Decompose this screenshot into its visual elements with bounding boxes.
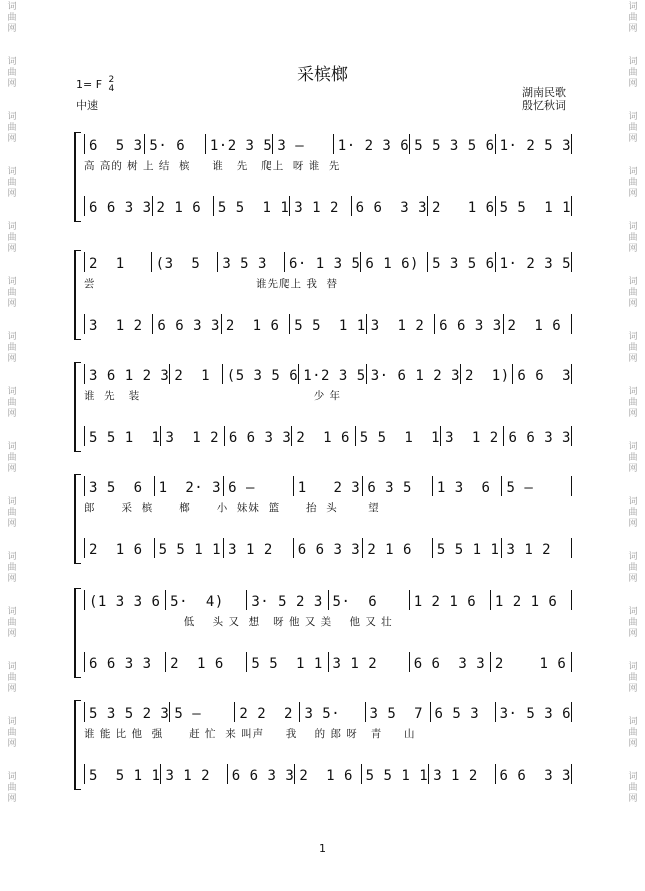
score-system (76, 362, 572, 462)
measure: 5 5 1 1 (158, 542, 222, 558)
watermark-char: 网 (7, 684, 17, 694)
watermark-mark (7, 222, 16, 255)
bar-line (571, 426, 572, 446)
watermark-char: 网 (7, 244, 17, 254)
lyric-line: 高 高的 树 上 结 槟 谁 先 爬上 呀 谁 先 (84, 160, 341, 172)
watermark-char: 网 (628, 189, 638, 199)
watermark-char: 曲 (7, 728, 17, 738)
measure: 1 2· 3 (158, 480, 222, 496)
watermark-char: 词 (628, 717, 638, 727)
watermark-char: 曲 (7, 288, 17, 298)
watermark-char: 网 (628, 519, 638, 529)
watermark-mark (628, 277, 637, 310)
measure: 2 1 6 (225, 318, 280, 334)
measure: 1· 2 5 3 (499, 138, 572, 154)
measure: 6 6 3 (517, 368, 571, 384)
measure: 5 5 1 1 (217, 200, 290, 216)
melody-line (84, 474, 572, 496)
measure: 2 1 (89, 256, 125, 272)
watermark-char: 曲 (7, 508, 17, 518)
watermark-mark (628, 662, 637, 695)
measure: 6 6 3 3 (89, 200, 152, 216)
song-title: 采槟榔 (297, 65, 348, 85)
measure: 3 5 6 (89, 480, 143, 496)
watermark-char: 曲 (7, 783, 17, 793)
watermark-char: 网 (628, 244, 638, 254)
lyric-line: 低 头 又 想 呀 他 又 美 他 又 壮 (84, 616, 393, 628)
measure: 2 1 6 (494, 656, 567, 672)
watermark-mark (7, 332, 16, 365)
score-system (76, 132, 572, 232)
watermark-char: 网 (628, 464, 638, 474)
system-brace (74, 700, 81, 790)
watermark-mark (7, 277, 16, 310)
measure: (1 3 3 6 (89, 594, 161, 610)
score-system (76, 474, 572, 574)
watermark-char: 网 (628, 739, 638, 749)
watermark-char: 网 (628, 24, 638, 34)
score-system (76, 700, 572, 800)
measure: 2 1 6 (507, 318, 562, 334)
melody-line (84, 700, 572, 722)
melody-line (84, 362, 572, 384)
watermark-char: 词 (628, 167, 638, 177)
watermark-char: 曲 (7, 563, 17, 573)
watermark-mark (7, 662, 16, 695)
measure: 3 1 2 (506, 542, 552, 558)
watermark-char: 网 (7, 519, 17, 529)
measure: 6· 1 3 5 (288, 256, 361, 272)
watermark-mark (7, 607, 16, 640)
measure: 6 6 3 3 (508, 430, 571, 446)
measure: 1· 2 3 6 (337, 138, 410, 154)
page-number: 1 (319, 842, 326, 855)
watermark-char: 曲 (628, 728, 638, 738)
bar-line (571, 196, 572, 216)
measure: (5 3 5 6 (226, 368, 299, 384)
measure: 6 6 3 3 (355, 200, 428, 216)
watermark-mark (7, 552, 16, 585)
measure: 3 — (277, 138, 305, 154)
bar-line (571, 476, 572, 496)
watermark-char: 网 (628, 409, 638, 419)
watermark-char: 词 (7, 332, 17, 342)
watermark-char: 曲 (628, 288, 638, 298)
lyric-line: 郎 采 槟 榔 小 妹妹 篮 抬 头 望 (84, 502, 380, 514)
watermark-char: 词 (7, 112, 17, 122)
system-brace (74, 250, 81, 340)
score-system (76, 250, 572, 350)
key-prefix: 1= F (76, 78, 103, 91)
watermark-char: 网 (628, 79, 638, 89)
watermark-char: 曲 (628, 178, 638, 188)
watermark-char: 词 (628, 277, 638, 287)
measure: 3· 5 2 3 (251, 594, 323, 610)
measure: 3· 5 3 6 (499, 706, 572, 722)
measure: 1 2 3 (297, 480, 361, 496)
lyric-line: 谁 先 装 少 年 (84, 390, 342, 402)
measure: 3 5 3 (222, 256, 267, 272)
bar-line (571, 252, 572, 272)
bar-line (571, 314, 572, 334)
watermark-right (623, 0, 643, 891)
watermark-char: 词 (628, 497, 638, 507)
watermark-char: 曲 (628, 453, 638, 463)
watermark-char: 网 (7, 24, 17, 34)
watermark-char: 词 (7, 57, 17, 67)
measure: 6 3 5 (367, 480, 412, 496)
time-signature (109, 76, 115, 94)
measure: 6 6 3 3 (297, 542, 361, 558)
bar-line (571, 652, 572, 672)
watermark-char: 曲 (7, 398, 17, 408)
watermark-char: 曲 (628, 233, 638, 243)
measure: 2 1 6 (299, 768, 353, 784)
measure: 2 1 (174, 368, 211, 384)
watermark-char: 曲 (628, 783, 638, 793)
watermark-char: 网 (7, 629, 17, 639)
watermark-char: 词 (7, 2, 17, 12)
measure: 1·2 3 5 (209, 138, 273, 154)
score-system (76, 588, 572, 688)
watermark-char: 词 (628, 332, 638, 342)
watermark-mark (7, 717, 16, 750)
lyricist-credit: 殷忆秋词 (522, 99, 566, 112)
measure: 5· 6 (332, 594, 378, 610)
watermark-char: 网 (7, 574, 17, 584)
measure: 5 5 3 5 6 (414, 138, 495, 154)
measure: 3 5· (304, 706, 341, 722)
measure: 3 1 2 (228, 542, 273, 558)
watermark-char: 曲 (628, 508, 638, 518)
watermark-char: 曲 (628, 343, 638, 353)
measure: 6 5 3 (434, 706, 480, 722)
watermark-char: 网 (628, 354, 638, 364)
bar-line (571, 590, 572, 610)
watermark-char: 网 (7, 189, 17, 199)
measure: 1·2 3 5 (303, 368, 366, 384)
watermark-char: 词 (7, 772, 17, 782)
watermark-char: 网 (7, 134, 17, 144)
measure: 3 1 2 (89, 318, 143, 334)
measure: 2 2 2 (239, 706, 293, 722)
system-brace (74, 132, 81, 222)
watermark-char: 曲 (7, 123, 17, 133)
watermark-char: 网 (7, 354, 17, 364)
measure: 6 6 3 3 (89, 656, 152, 672)
watermark-mark (7, 2, 16, 35)
watermark-mark (628, 112, 637, 145)
watermark-char: 词 (7, 717, 17, 727)
measure: 5 5 1 1 (251, 656, 323, 672)
watermark-char: 网 (628, 629, 638, 639)
system-brace (74, 474, 81, 564)
watermark-mark (7, 167, 16, 200)
watermark-char: 曲 (7, 673, 17, 683)
measure: 6 6 3 3 (157, 318, 220, 334)
measure: 2 1 6 (170, 656, 224, 672)
measure: 1· 2 3 5 (499, 256, 572, 272)
measure: 3 1 2 (165, 768, 211, 784)
watermark-char: 词 (7, 442, 17, 452)
measure: 5 5 1 1 (294, 318, 366, 334)
watermark-char: 曲 (628, 673, 638, 683)
watermark-char: 词 (628, 552, 638, 562)
measure: 3 1 2 (370, 318, 425, 334)
watermark-char: 网 (628, 299, 638, 309)
watermark-mark (7, 112, 16, 145)
measure: 5 3 5 6 (432, 256, 495, 272)
watermark-char: 词 (7, 552, 17, 562)
watermark-mark (7, 497, 16, 530)
measure: 2 1) (465, 368, 510, 384)
watermark-char: 曲 (7, 178, 17, 188)
watermark-mark (7, 387, 16, 420)
watermark-char: 词 (628, 222, 638, 232)
watermark-mark (628, 717, 637, 750)
watermark-mark (628, 772, 637, 805)
watermark-mark (628, 332, 637, 365)
song-origin: 湖南民歌 (522, 86, 566, 99)
watermark-mark (628, 167, 637, 200)
watermark-char: 词 (7, 277, 17, 287)
watermark-char: 曲 (628, 13, 638, 23)
watermark-char: 词 (7, 167, 17, 177)
watermark-char: 网 (628, 684, 638, 694)
measure: 3 1 2 (433, 768, 478, 784)
measure: 5· 4) (170, 594, 224, 610)
watermark-char: 词 (7, 387, 17, 397)
watermark-char: 曲 (628, 563, 638, 573)
measure: 5 5 1 1 (499, 200, 571, 216)
measure: 5 5 1 1 (365, 768, 429, 784)
accompaniment-line (84, 536, 572, 558)
measure: 2 1 6 (367, 542, 412, 558)
measure: 5 — (506, 480, 534, 496)
watermark-char: 网 (628, 134, 638, 144)
watermark-char: 网 (628, 794, 638, 804)
measure: 3 6 1 2 3 (89, 368, 170, 384)
measure: 5 5 1 1 (89, 430, 161, 446)
watermark-char: 曲 (7, 343, 17, 353)
watermark-char: 词 (628, 607, 638, 617)
watermark-mark (628, 497, 637, 530)
watermark-char: 曲 (7, 618, 17, 628)
measure: 3 1 2 (165, 430, 220, 446)
measure: 2 1 6 (156, 200, 202, 216)
accompaniment-line (84, 424, 572, 446)
measure: 6 6 3 3 (439, 318, 502, 334)
watermark-char: 曲 (628, 618, 638, 628)
measure: 3 1 2 (294, 200, 339, 216)
measure: 3· 6 1 2 3 (370, 368, 461, 384)
watermark-char: 网 (7, 299, 17, 309)
measure: 3 1 2 (332, 656, 378, 672)
watermark-left (2, 0, 22, 891)
measure: (3 5 (155, 256, 201, 272)
accompaniment-line (84, 762, 572, 784)
watermark-char: 词 (628, 387, 638, 397)
watermark-char: 词 (628, 442, 638, 452)
measure: 5 3 5 2 3 (89, 706, 170, 722)
tempo-marking: 中速 (76, 99, 98, 112)
measure: 3 1 2 (445, 430, 499, 446)
measure: 1 2 1 6 (494, 594, 558, 610)
watermark-char: 词 (628, 112, 638, 122)
measure: 2 1 6 (89, 542, 143, 558)
watermark-char: 词 (7, 222, 17, 232)
watermark-char: 词 (7, 607, 17, 617)
bar-line (571, 134, 572, 154)
watermark-char: 曲 (7, 233, 17, 243)
bar-line (571, 364, 572, 384)
watermark-char: 网 (7, 739, 17, 749)
watermark-char: 网 (7, 79, 17, 89)
time-numerator: 2 (108, 75, 115, 85)
accompaniment-line (84, 312, 572, 334)
bar-line (571, 702, 572, 722)
watermark-mark (628, 387, 637, 420)
watermark-char: 曲 (7, 68, 17, 78)
watermark-char: 词 (628, 2, 638, 12)
measure: 6 6 3 3 (228, 430, 292, 446)
watermark-char: 网 (628, 574, 638, 584)
lyric-line: 尝 谁先爬上 我 替 (84, 278, 339, 290)
measure: 5 5 1 1 (359, 430, 441, 446)
measure: 6 6 3 3 (499, 768, 571, 784)
key-signature (76, 76, 114, 94)
watermark-char: 曲 (7, 453, 17, 463)
watermark-char: 网 (7, 464, 17, 474)
accompaniment-line (84, 194, 572, 216)
measure: 1 3 6 (436, 480, 491, 496)
watermark-char: 曲 (628, 398, 638, 408)
watermark-mark (628, 222, 637, 255)
melody-line (84, 588, 572, 610)
watermark-char: 词 (628, 662, 638, 672)
bar-line (571, 538, 572, 558)
time-denominator: 4 (108, 84, 115, 94)
melody-line (84, 132, 572, 154)
watermark-mark (628, 2, 637, 35)
measure: 6 — (228, 480, 255, 496)
measure: 5 5 1 1 (436, 542, 500, 558)
system-brace (74, 588, 81, 678)
bar-line (571, 764, 572, 784)
watermark-char: 曲 (7, 13, 17, 23)
watermark-char: 词 (628, 57, 638, 67)
measure: 1 2 1 6 (413, 594, 477, 610)
watermark-char: 词 (628, 772, 638, 782)
accompaniment-line (84, 650, 572, 672)
watermark-char: 词 (7, 662, 17, 672)
measure: 5 — (174, 706, 202, 722)
measure: 6 6 3 3 (413, 656, 486, 672)
lyric-line: 谁 能 比 他 强 赶 忙 来 叫声 我 的 郎 呀 青 山 (84, 728, 416, 740)
watermark-char: 网 (7, 794, 17, 804)
watermark-mark (7, 442, 16, 475)
measure: 3 5 7 (369, 706, 424, 722)
measure: 2 1 6 (432, 200, 495, 216)
watermark-mark (628, 607, 637, 640)
watermark-mark (7, 772, 16, 805)
measure: 5· 6 (149, 138, 186, 154)
watermark-char: 网 (7, 409, 17, 419)
system-brace (74, 362, 81, 452)
watermark-char: 词 (7, 497, 17, 507)
measure: 2 1 6 (296, 430, 350, 446)
watermark-char: 曲 (628, 68, 638, 78)
measure: 6 6 3 3 (231, 768, 295, 784)
measure: 6 1 6) (365, 256, 419, 272)
melody-line (84, 250, 572, 272)
watermark-mark (628, 552, 637, 585)
watermark-char: 曲 (628, 123, 638, 133)
measure: 5 5 1 1 (89, 768, 161, 784)
watermark-mark (628, 442, 637, 475)
measure: 6 5 3 (89, 138, 143, 154)
